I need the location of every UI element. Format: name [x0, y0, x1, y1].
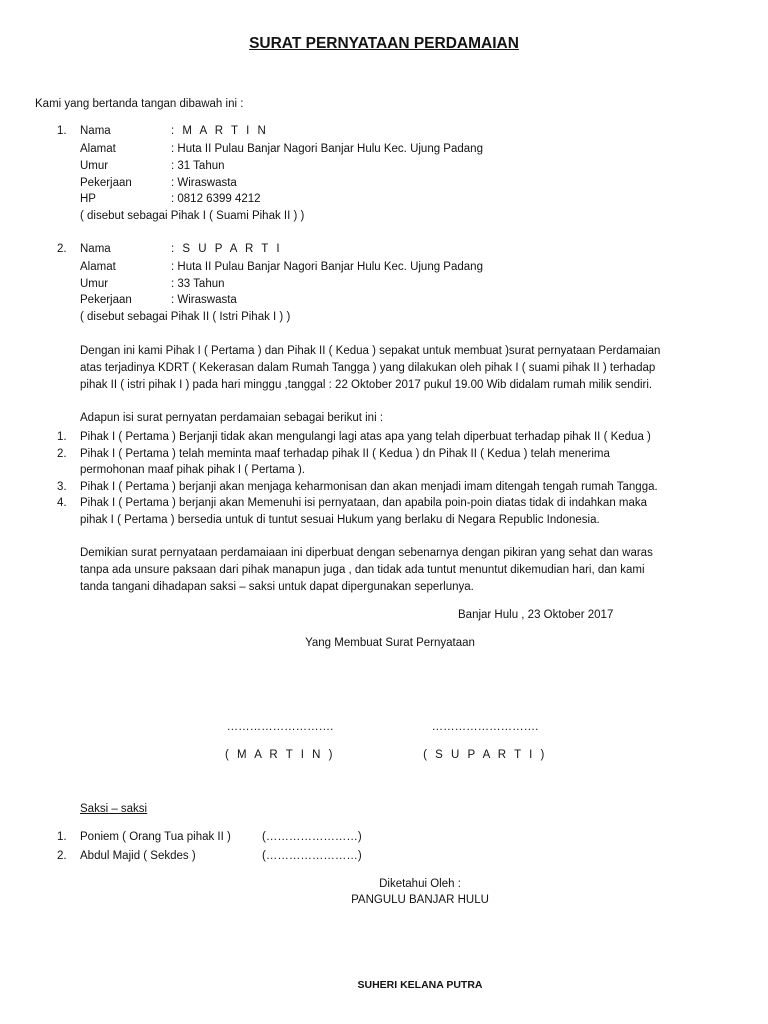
paragraph-line: pihak II ( istri pihak I ) pada hari minggu ,tanggal : 22 Oktober 2017 pukul 19.00 Wib didalam rumah milik sendiri. [80, 379, 653, 391]
field-label: Umur [80, 160, 109, 172]
list-number: 1. [57, 431, 67, 443]
field-label: Pekerjaan [80, 294, 132, 306]
list-number: 4. [57, 497, 67, 509]
closing-line: tanpa ada unsure paksaan dari pihak manapun juga , dan tidak ada tuntut menuntut dikemudian hari, dan kami [80, 564, 645, 576]
field-value: : Wiraswasta [171, 294, 237, 306]
witness-name: Poniem ( Orang Tua pihak II ) [80, 831, 231, 843]
witness-signature: (……………………) [262, 850, 362, 862]
field-value: : Wiraswasta [171, 177, 237, 189]
list-item: Pihak I ( Pertama ) berjanji akan menjaga keharmonisan dan akan menjadi imam ditengah tengah rumah Tangga. [80, 481, 658, 493]
contents-intro: Adapun isi surat pernyatan perdamaian sebagai berikut ini : [80, 412, 384, 424]
field-label: Alamat [80, 143, 116, 155]
list-item: permohonan maaf pihak pihak I ( Pertama ). [80, 464, 306, 476]
document-title: SURAT PERNYATAAN PERDAMAIAN [249, 35, 519, 52]
signature-line: ………………………. [431, 721, 539, 733]
list-item: pihak I ( Pertama ) bersedia untuk di tuntut sesuai Hukum yang berlaku di Negara Republic Indonesia. [80, 514, 600, 526]
intro-text: Kami yang bertanda tangan dibawah ini : [35, 98, 244, 110]
witness-number: 2. [57, 850, 67, 862]
field-value: : 33 Tahun [171, 278, 225, 290]
field-value: : Huta II Pulau Banjar Nagori Banjar Hulu Kec. Ujung Padang [171, 261, 483, 273]
signer-name: ( S U P A R T I ) [423, 749, 547, 761]
list-item: Pihak I ( Pertama ) berjanji akan Memenuhi isi pernyataan, dan apabila poin-poin diatas tidak di indahkan maka [80, 497, 648, 509]
witness-number: 1. [57, 831, 67, 843]
field-label: Alamat [80, 261, 116, 273]
official-title: PANGULU BANJAR HULU [351, 894, 489, 906]
field-label: Umur [80, 278, 109, 290]
signers-heading: Yang Membuat Surat Pernyataan [305, 637, 475, 649]
party-note: ( disebut sebagai Pihak I ( Suami Pihak II ) ) [80, 210, 305, 222]
field-value: : 0812 6399 4212 [171, 193, 261, 205]
list-number: 3. [57, 481, 67, 493]
list-item: Pihak I ( Pertama ) Berjanji tidak akan mengulangi lagi atas apa yang telah diperbuat terhadap pihak II ( Kedua ) [80, 431, 651, 443]
witness-name: Abdul Majid ( Sekdes ) [80, 850, 196, 862]
witness-heading: Saksi – saksi [80, 803, 148, 815]
signature-line: ………………………. [226, 721, 334, 733]
party-number: 2. [57, 243, 67, 255]
paragraph-line: atas terjadinya KDRT ( Kekerasan dalam Rumah Tangga ) yang dilakukan oleh pihak I ( suami pihak II ) terhadap [80, 362, 656, 374]
field-label: Nama [80, 125, 111, 137]
field-value: : M A R T I N [171, 125, 269, 137]
field-value: : Huta II Pulau Banjar Nagori Banjar Hulu Kec. Ujung Padang [171, 143, 483, 155]
field-label: Pekerjaan [80, 177, 132, 189]
field-value: : S U P A R T I [171, 243, 283, 255]
field-label: HP [80, 193, 96, 205]
field-value: : 31 Tahun [171, 160, 225, 172]
list-item: Pihak I ( Pertama ) telah meminta maaf terhadap pihak II ( Kedua ) dn Pihak II ( Kedua ) telah menerima [80, 448, 610, 460]
official-name: SUHERI KELANA PUTRA [357, 979, 483, 991]
witness-signature: (……………………) [262, 831, 362, 843]
signer-name: ( M A R T I N ) [225, 749, 335, 761]
acknowledged-by: Diketahui Oleh : [379, 878, 461, 890]
closing-line: tanda tangani dihadapan saksi – saksi untuk dapat dipergunakan seperlunya. [80, 581, 474, 593]
closing-line: Demikian surat pernyataan perdamaiaan ini diperbuat dengan sebenarnya dengan pikiran yang sehat dan waras [80, 547, 653, 559]
paragraph-line: Dengan ini kami Pihak I ( Pertama ) dan Pihak II ( Kedua ) sepakat untuk membuat )surat pernyataan Perdamaian [80, 345, 661, 357]
party-note: ( disebut sebagai Pihak II ( Istri Pihak I ) ) [80, 311, 291, 323]
list-number: 2. [57, 448, 67, 460]
field-label: Nama [80, 243, 111, 255]
place-date: Banjar Hulu , 23 Oktober 2017 [458, 609, 614, 621]
party-number: 1. [57, 125, 67, 137]
